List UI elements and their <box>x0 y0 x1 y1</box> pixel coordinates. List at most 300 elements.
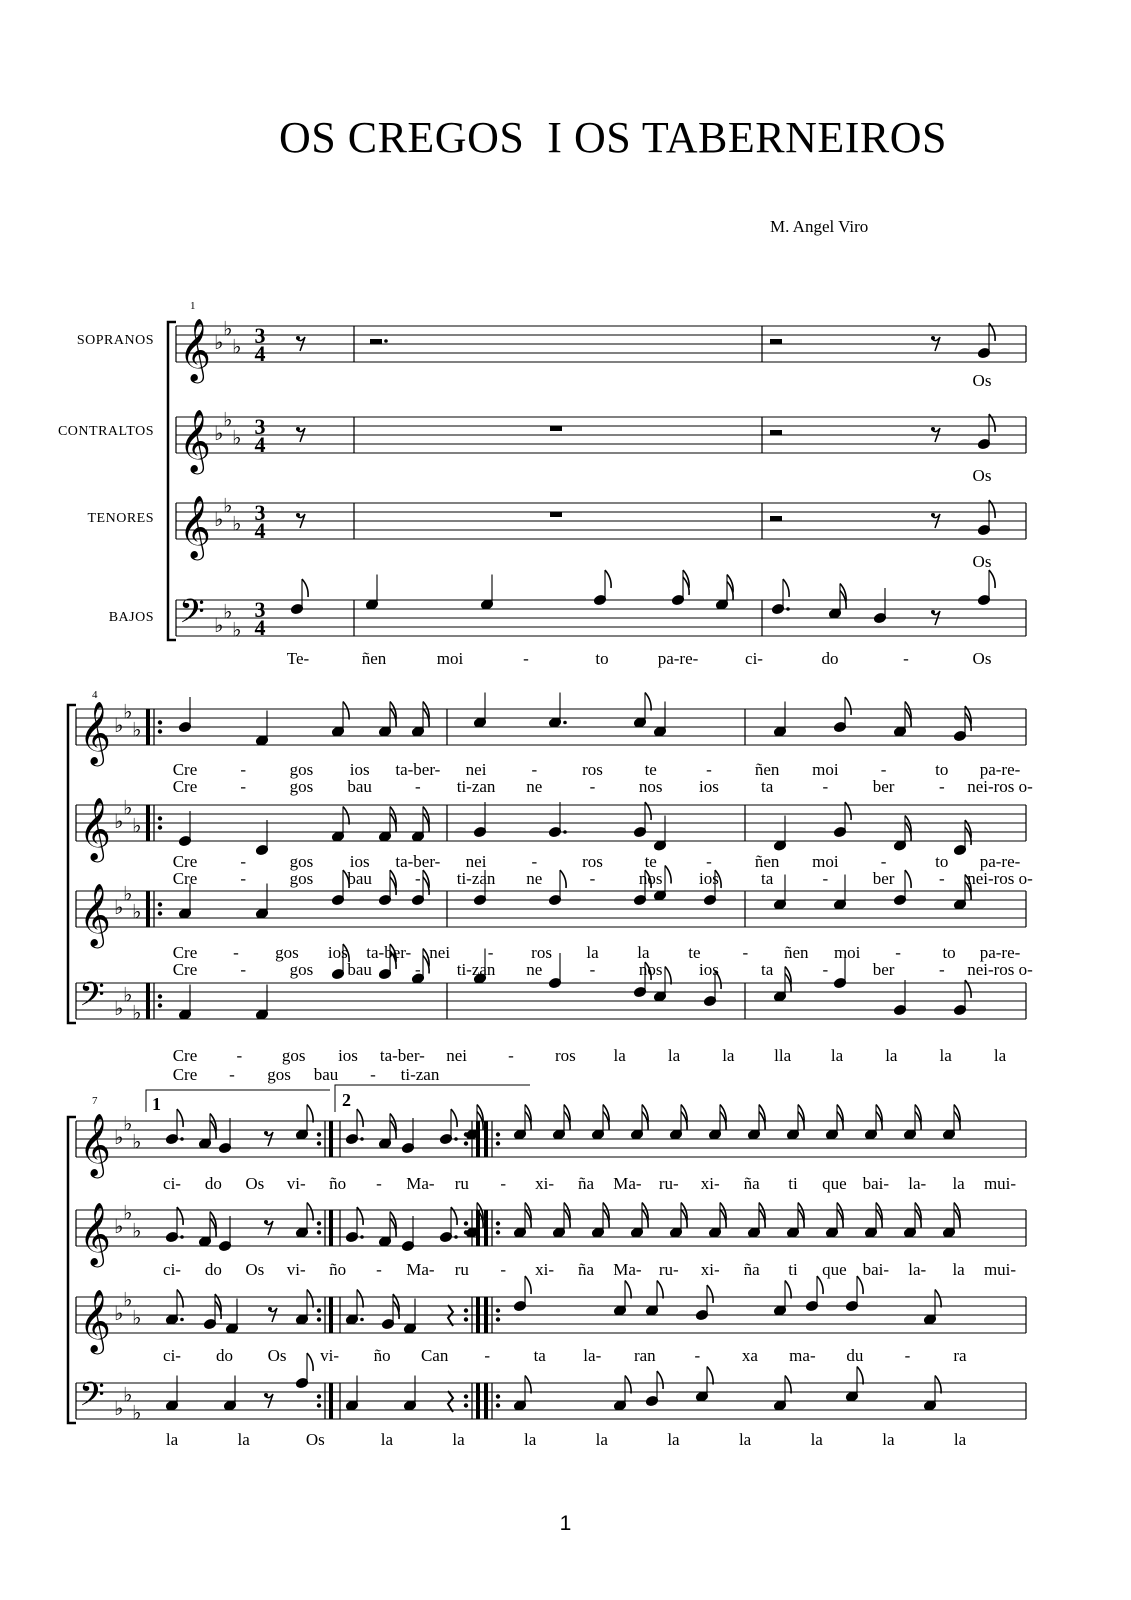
note-flag <box>525 1276 531 1294</box>
lyric-verse1: la <box>586 943 599 962</box>
repeat-dot <box>496 1394 500 1398</box>
lyric-verse2: - <box>589 777 596 796</box>
lyric-verse2: ta <box>761 777 774 796</box>
treble-clef-icon: 𝄞 <box>79 1289 111 1352</box>
lyric-verse1: la <box>939 1046 952 1065</box>
lyric-verse2: - <box>589 960 596 979</box>
flat-icon: ♭ <box>223 407 233 432</box>
repeat-dot <box>496 1230 500 1234</box>
lyric-bajos: Te- <box>286 649 310 668</box>
lyrics <box>163 371 1033 1449</box>
eighth-rest-dot <box>931 610 935 614</box>
lyric-verse2: ti-zan <box>400 1065 440 1084</box>
lyric-bajos: Os <box>305 1430 325 1449</box>
lyric-verse2: - <box>589 869 596 888</box>
treble-clef-icon: 𝄞 <box>179 318 211 381</box>
lyric-tenores: Can <box>420 1346 449 1365</box>
lyric-sopranos: bai- <box>862 1174 890 1193</box>
eighth-rest-dot <box>264 1131 268 1135</box>
lyric-verse1: la <box>830 1046 844 1065</box>
lyric-verse1: ta-ber- <box>366 943 412 962</box>
repeat-thick-bar <box>329 1297 333 1333</box>
lyric-tenores: la- <box>583 1346 602 1365</box>
lyric-verse1: moi <box>812 760 839 779</box>
lyric-bajos: ñen <box>361 649 387 668</box>
flat-icon: ♭ <box>114 1214 124 1238</box>
lyric-tenores: ma- <box>789 1346 816 1365</box>
lyric-verse1: la <box>637 943 650 962</box>
lyric-verse1: - <box>240 760 247 779</box>
eighth-rest-dot <box>264 1393 268 1397</box>
repeat-thick-bar <box>329 1383 333 1419</box>
repeat-thick-bar <box>476 1297 480 1333</box>
lyric-verse2: - <box>240 869 247 888</box>
note-flag <box>989 570 995 588</box>
time-signature-numerator: 3 <box>254 597 266 622</box>
lyric-verse2: bau <box>347 869 372 888</box>
lyric-tenores: vi- <box>320 1346 340 1365</box>
lyric-verse1: pa-re- <box>979 852 1021 871</box>
repeat-dot <box>158 729 162 733</box>
lyric-verse1: ros <box>582 852 603 871</box>
note-flag <box>177 1290 183 1308</box>
note-flag <box>657 1281 663 1299</box>
lyric-sopranos: Ma- <box>613 1174 642 1193</box>
repeat-thick-bar <box>146 891 150 927</box>
lyric-tenores: du <box>846 1346 864 1365</box>
repeat-dot <box>317 1308 321 1312</box>
lyric-contraltos: mui- <box>983 1260 1017 1279</box>
treble-clef-icon: 𝄞 <box>79 1113 111 1176</box>
lyric-verse1: nei <box>465 760 487 779</box>
lyric-verse1: ros <box>554 1046 576 1065</box>
lyric-sopranos: ru- <box>658 1174 679 1193</box>
lyric-bajos: to <box>595 649 609 668</box>
eighth-rest-dot <box>931 513 935 517</box>
measure-number: 7 <box>92 1095 98 1107</box>
system-bracket <box>68 1117 76 1423</box>
note-flag <box>657 1371 663 1389</box>
lyric-verse2: nei-ros o- <box>967 960 1033 979</box>
repeat-thick-bar <box>484 1297 488 1333</box>
augmentation-dot <box>384 339 388 343</box>
repeat-dot <box>464 1308 468 1312</box>
treble-clef-icon: 𝄞 <box>79 701 111 764</box>
note-flag <box>645 693 651 711</box>
lyric-contraltos: ru <box>454 1260 469 1279</box>
lyric-verse1: - <box>508 1046 514 1065</box>
lyric-tenores: - <box>904 1346 911 1365</box>
lyric-verse2: ta <box>761 960 774 979</box>
lyric-verse2: ne <box>526 777 543 796</box>
flat-icon: ♭ <box>232 425 242 450</box>
lyric-verse1: to <box>942 943 956 962</box>
lyric-sopranos: ña <box>743 1174 760 1193</box>
lyric-verse2: - <box>240 960 247 979</box>
flat-icon: ♭ <box>132 1129 142 1154</box>
repeat-dot <box>496 1403 500 1407</box>
repeat-dot <box>496 1141 500 1145</box>
treble-clef-icon: 𝄞 <box>79 883 111 946</box>
repeat-dot <box>464 1221 468 1225</box>
lyric-verse1: Cre <box>172 1046 198 1065</box>
repeat-thick-bar <box>484 1210 488 1246</box>
note-flag <box>707 1367 713 1385</box>
flat-icon: ♭ <box>123 1382 133 1407</box>
lyric-verse1: - <box>706 852 712 871</box>
lyric-contraltos: ña <box>743 1260 760 1279</box>
lyric-verse1: ros <box>582 760 603 779</box>
lyric-verse1: la <box>667 1046 681 1065</box>
lyric-verse2: ti-zan <box>456 960 496 979</box>
bass-clef-icon: 𝄢 <box>179 593 205 639</box>
lyric-contraltos: que <box>822 1260 847 1279</box>
note-flag <box>525 1376 531 1394</box>
repeat-dot <box>496 1132 500 1136</box>
volta-number: 1 <box>152 1094 161 1114</box>
lyric-verse1: - <box>531 760 538 779</box>
lyric-verse2: Cre <box>172 1065 198 1084</box>
lyric-verse2: ne <box>526 869 543 888</box>
lyric-verse2: bau <box>313 1065 339 1084</box>
lyric-verse2: Cre <box>172 777 198 796</box>
lyric-verse2: gos <box>289 777 314 796</box>
note-flag <box>343 807 349 825</box>
flat-icon: ♭ <box>132 899 142 924</box>
lyric-verse1: - <box>487 943 494 962</box>
repeat-thick-bar <box>484 1121 488 1157</box>
lyric-verse2: ios <box>699 777 719 796</box>
lyric-tenores: ra <box>953 1346 967 1365</box>
lyric-verse1: - <box>880 760 887 779</box>
eighth-rest-dot <box>296 513 300 517</box>
lyric-bajos: la <box>237 1430 250 1449</box>
repeat-dot <box>317 1132 321 1136</box>
flat-icon: ♭ <box>132 1305 142 1330</box>
lyric-contraltos: Os <box>245 1260 265 1279</box>
flat-icon: ♭ <box>232 511 242 536</box>
repeat-dot <box>158 902 162 906</box>
eighth-rest-dot <box>296 336 300 340</box>
lyric-bajos: la <box>595 1430 608 1449</box>
repeat-thick-bar <box>329 1210 333 1246</box>
repeat-thick-bar <box>484 1383 488 1419</box>
note-flag <box>665 967 671 985</box>
lyric-verse2: - <box>938 960 945 979</box>
lyric-sopranos: que <box>822 1174 847 1193</box>
note-flag <box>307 1203 313 1221</box>
lyric-verse2: ta <box>761 869 774 888</box>
lyric-contraltos: ci- <box>163 1260 181 1279</box>
flat-icon: ♭ <box>132 1000 142 1025</box>
augmentation-dot <box>786 607 790 611</box>
half-rest-icon <box>770 430 782 435</box>
half-rest-icon <box>770 339 782 344</box>
lyric-contraltos: do <box>204 1260 222 1279</box>
note-flag <box>665 866 671 884</box>
system-bracket <box>68 705 76 1023</box>
whole-rest-icon <box>550 426 562 431</box>
measure-number: 1 <box>190 300 196 312</box>
note-flag <box>343 702 349 720</box>
lyric-verse1: to <box>935 760 949 779</box>
treble-clef-icon: 𝄞 <box>179 409 211 472</box>
time-signature-denominator: 4 <box>254 432 266 457</box>
note-flag <box>560 870 566 888</box>
treble-clef-icon: 𝄞 <box>79 1202 111 1265</box>
lyric-verse1: - <box>233 943 239 962</box>
repeat-thick-bar <box>146 709 150 745</box>
lyric-bajos: la <box>810 1430 823 1449</box>
lyric-contraltos: - <box>500 1260 507 1279</box>
flat-icon: ♭ <box>214 421 224 445</box>
note-flag <box>177 1109 183 1127</box>
lyric-contraltos: vi- <box>286 1260 306 1279</box>
lyric-verse2: gos <box>289 869 314 888</box>
lyric-verse2: nos <box>638 960 663 979</box>
lyric-tenores: ran <box>633 1346 656 1365</box>
time-signature-denominator: 4 <box>254 341 266 366</box>
lyric-contraltos: bai- <box>862 1260 890 1279</box>
lyric-verse2: nei-ros o- <box>967 777 1033 796</box>
flat-icon: ♭ <box>123 1111 133 1136</box>
composer-credit: M. Angel Viro <box>770 217 869 236</box>
whole-rest-icon <box>550 512 562 517</box>
time-signature-numerator: 3 <box>254 500 266 525</box>
lyric-verse2: Cre <box>172 960 198 979</box>
lyric-verse1: la <box>993 1046 1007 1065</box>
note-flag <box>707 1285 713 1303</box>
note-flag <box>857 1367 863 1385</box>
lyric-verse2: - <box>240 777 247 796</box>
lyric-tenores: ño <box>373 1346 391 1365</box>
lyric-verse1: ta-ber- <box>395 852 441 871</box>
lyric-contraltos: la- <box>908 1260 927 1279</box>
flat-icon: ♭ <box>123 881 133 906</box>
lyric-bajos: la <box>165 1430 179 1449</box>
lyric-contraltos: ño <box>329 1260 347 1279</box>
lyric-verse1: - <box>240 852 247 871</box>
lyric-verse1: te <box>644 852 657 871</box>
lyric-bajos: do <box>821 649 839 668</box>
lyric-verse2: - <box>822 869 829 888</box>
flat-icon: ♭ <box>114 1301 124 1325</box>
flat-icon: ♭ <box>114 1125 124 1149</box>
lyric-verse1: gos <box>289 852 314 871</box>
lyric-sopranos: la <box>952 1174 965 1193</box>
lyric-sopranos: ti <box>788 1174 798 1193</box>
repeat-dot <box>158 1003 162 1007</box>
flat-icon: ♭ <box>114 713 124 737</box>
flat-icon: ♭ <box>223 316 233 341</box>
lyric-verse1: te <box>644 760 657 779</box>
lyric-sopranos: do <box>204 1174 222 1193</box>
page-number: 1 <box>559 1512 572 1535</box>
repeat-dot <box>317 1394 321 1398</box>
flat-icon: ♭ <box>123 982 133 1007</box>
lyric-verse1: moi <box>833 943 861 962</box>
lyric-verse1: la <box>885 1046 898 1065</box>
lyric-bajos: la <box>953 1430 967 1449</box>
lyric-verse1: - <box>236 1046 243 1065</box>
lyric-verse1: pa-re- <box>979 943 1021 962</box>
lyric-verse2: - <box>229 1065 235 1084</box>
note-flag <box>307 1353 313 1371</box>
flat-icon: ♭ <box>123 699 133 724</box>
lyric-verse2: ber <box>872 777 895 796</box>
bass-clef-icon: 𝄢 <box>79 1376 105 1422</box>
bass-clef-icon: 𝄢 <box>79 976 105 1022</box>
volta-bracket <box>335 1085 530 1112</box>
lyric-sopranos: - <box>376 1174 382 1193</box>
note-flag <box>785 1376 791 1394</box>
time-signature-denominator: 4 <box>254 518 266 543</box>
lyric-sopranos: ci- <box>163 1174 181 1193</box>
part-name-bajos: BAJOS <box>108 610 154 625</box>
lyric-verse1: pa-re- <box>979 760 1021 779</box>
treble-clef-icon: 𝄞 <box>79 797 111 860</box>
lyric-verse1: gos <box>289 760 314 779</box>
lyric-verse2: - <box>938 777 945 796</box>
treble-clef-icon: 𝄞 <box>179 495 211 558</box>
repeat-dot <box>464 1141 468 1145</box>
lyric-contraltos: Ma- <box>406 1260 435 1279</box>
augmentation-dot <box>180 1235 184 1239</box>
lyric-verse2: - <box>415 777 421 796</box>
lyric-bajos: Os <box>972 649 992 668</box>
lyric-contraltos: Os <box>972 466 992 485</box>
lyric-bajos: la <box>667 1430 680 1449</box>
lyric-verse1: to <box>935 852 949 871</box>
lyric-verse1: ios <box>338 1046 358 1065</box>
repeat-thick-bar <box>476 1383 480 1419</box>
volta-number: 2 <box>342 1090 351 1110</box>
lyric-verse1: - <box>706 760 712 779</box>
lyric-verse1: ñen <box>754 852 780 871</box>
lyric-sopranos: vi- <box>286 1174 306 1193</box>
lyric-verse1: ñen <box>783 943 809 962</box>
eighth-rest-dot <box>268 1307 272 1311</box>
repeat-dot <box>496 1317 500 1321</box>
repeat-dot <box>464 1317 468 1321</box>
repeat-thick-bar <box>329 1121 333 1157</box>
repeat-dot <box>464 1394 468 1398</box>
flat-icon: ♭ <box>214 613 224 637</box>
lyric-verse1: gos <box>281 1046 306 1065</box>
flat-icon: ♭ <box>232 334 242 359</box>
lyric-verse2: - <box>822 960 829 979</box>
note-flag <box>785 1281 791 1299</box>
system-bracket <box>168 322 176 640</box>
flat-icon: ♭ <box>123 795 133 820</box>
lyric-sopranos: ño <box>329 1174 347 1193</box>
augmentation-dot <box>180 1318 184 1322</box>
lyric-verse1: ros <box>531 943 552 962</box>
lyric-bajos: moi <box>436 649 464 668</box>
flat-icon: ♭ <box>223 599 233 624</box>
lyric-verse2: ti-zan <box>456 777 496 796</box>
lyric-tenores: - <box>484 1346 491 1365</box>
lyric-contraltos: Ma- <box>613 1260 642 1279</box>
lyric-contraltos: xi- <box>535 1260 555 1279</box>
lyric-verse1: Cre <box>172 760 198 779</box>
lyric-verse2: - <box>938 869 945 888</box>
lyric-sopranos: Ma- <box>406 1174 435 1193</box>
augmentation-dot <box>563 830 567 834</box>
augmentation-dot <box>360 1235 364 1239</box>
augmentation-dot <box>360 1137 364 1141</box>
eighth-rest-dot <box>296 427 300 431</box>
part-name-sopranos: SOPRANOS <box>76 333 154 348</box>
page-title: OS CREGOS I OS TABERNEIROS <box>278 113 948 162</box>
lyric-verse1: nei <box>465 852 487 871</box>
lyric-verse1: - <box>880 852 887 871</box>
lyric-tenores: xa <box>741 1346 758 1365</box>
lyric-verse1: - <box>742 943 749 962</box>
lyric-contraltos: ru- <box>658 1260 679 1279</box>
note-flag <box>625 1281 631 1299</box>
note-flag <box>357 1290 363 1308</box>
lyric-verse2: bau <box>347 777 372 796</box>
flat-icon: ♭ <box>223 493 233 518</box>
lyric-verse1: Cre <box>172 943 198 962</box>
flat-icon: ♭ <box>232 617 242 642</box>
lyric-verse1: gos <box>275 943 299 962</box>
part-name-tenores: TENORES <box>87 511 154 526</box>
lyric-verse2: - <box>415 960 421 979</box>
repeat-dot <box>317 1221 321 1225</box>
note-flag <box>302 579 308 597</box>
flat-icon: ♭ <box>214 330 224 354</box>
note-flag <box>935 1376 941 1394</box>
eighth-rest-dot <box>931 427 935 431</box>
lyric-sopranos: ru <box>454 1174 469 1193</box>
note-flag <box>605 570 611 588</box>
flat-icon: ♭ <box>214 507 224 531</box>
repeat-dot <box>158 911 162 915</box>
lyric-verse2: - <box>415 869 421 888</box>
lyric-tenores: Os <box>267 1346 287 1365</box>
lyric-verse1: moi <box>812 852 839 871</box>
half-rest-icon <box>370 339 382 344</box>
lyric-tenores: Os <box>972 552 992 571</box>
half-rest-icon <box>770 516 782 521</box>
lyric-verse1: - <box>531 852 538 871</box>
note-flag <box>307 1290 313 1308</box>
repeat-dot <box>496 1221 500 1225</box>
lyric-verse2: gos <box>289 960 314 979</box>
lyric-verse2: ber <box>872 960 895 979</box>
lyric-verse2: Cre <box>172 869 198 888</box>
repeat-dot <box>464 1403 468 1407</box>
note-flag <box>935 1290 941 1308</box>
lyric-contraltos: ti <box>788 1260 798 1279</box>
lyric-verse2: ne <box>526 960 543 979</box>
lyric-bajos: ci- <box>745 649 763 668</box>
note-flag <box>783 579 789 597</box>
repeat-dot <box>317 1403 321 1407</box>
time-signature-denominator: 4 <box>254 615 266 640</box>
note-flag <box>845 697 851 715</box>
repeat-dot <box>317 1230 321 1234</box>
lyric-bajos: - <box>903 649 909 668</box>
flat-icon: ♭ <box>114 996 124 1020</box>
lyric-contraltos: xi- <box>700 1260 720 1279</box>
repeat-thick-bar <box>146 805 150 841</box>
augmentation-dot <box>180 1137 184 1141</box>
augmentation-dot <box>563 721 567 725</box>
lyric-tenores: ci- <box>163 1346 181 1365</box>
